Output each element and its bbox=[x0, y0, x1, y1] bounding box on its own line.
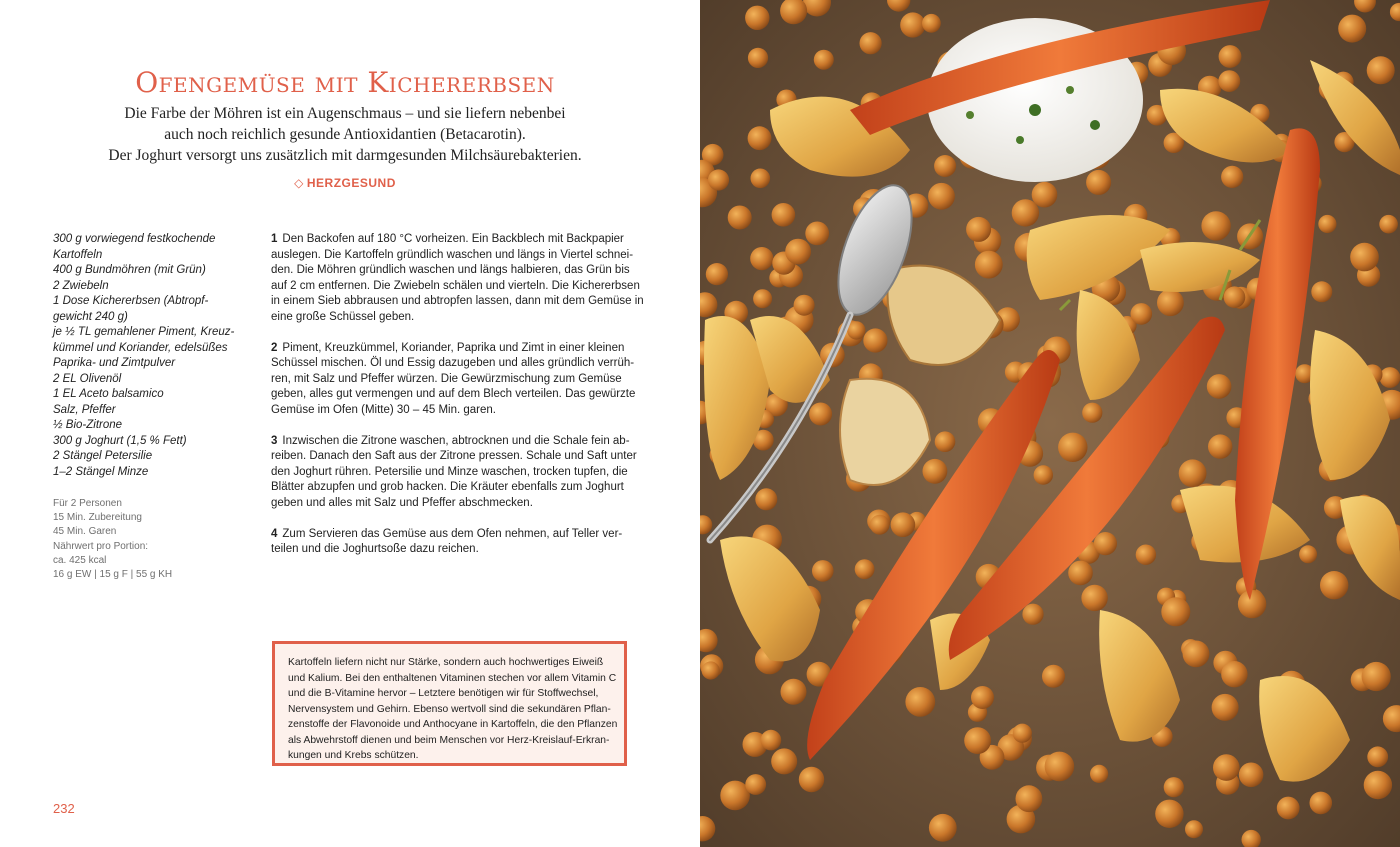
chickpea bbox=[785, 239, 811, 265]
chickpea bbox=[1201, 211, 1230, 240]
chickpea bbox=[966, 217, 991, 242]
chickpea bbox=[1238, 590, 1266, 618]
chickpea bbox=[1183, 641, 1210, 668]
step-line bbox=[271, 232, 639, 248]
chickpea bbox=[702, 661, 720, 679]
diamond-icon: ◇ bbox=[294, 176, 304, 190]
chickpea bbox=[1164, 777, 1184, 797]
chickpea bbox=[870, 515, 890, 535]
step-text: Piment, Kreuzkümmel, Koriander, Paprika und Zimt in einer kleinen bbox=[282, 341, 625, 354]
chickpea bbox=[794, 295, 815, 316]
chickpea bbox=[1362, 662, 1391, 691]
ingredient-line: 2 Zwiebeln bbox=[53, 279, 109, 292]
chickpea bbox=[1155, 800, 1183, 828]
chickpea bbox=[1185, 820, 1203, 838]
chickpea bbox=[750, 247, 773, 270]
ingredient-line: 400 g Bundmöhren (mit Grün) bbox=[53, 264, 206, 276]
step-line: geben, alles gut vermengen und auf dem Blech verteilen. Das gewürzte bbox=[271, 388, 636, 400]
roasted-vegetables-illustration bbox=[700, 0, 1400, 847]
info-line: als Abwehrstoff dienen und beim Menschen vor Herz-Kreislauf-Erkran- bbox=[288, 734, 610, 746]
chickpea bbox=[1058, 433, 1087, 462]
step-line: ren, mit Salz und Pfeffer würzen. Die Gewürzmischung zum Gemüse bbox=[271, 372, 622, 385]
chickpea bbox=[1350, 243, 1379, 272]
chickpea bbox=[781, 679, 807, 705]
chickpea bbox=[891, 512, 916, 537]
food-photo bbox=[700, 0, 1400, 847]
chickpea bbox=[751, 169, 771, 189]
chickpea bbox=[755, 488, 777, 510]
chickpea bbox=[1320, 571, 1348, 599]
step bbox=[271, 527, 639, 558]
step bbox=[271, 434, 639, 512]
macros: 16 g EW | 15 g F | 55 g KH bbox=[53, 569, 173, 581]
chickpea bbox=[1068, 561, 1093, 586]
info-line: und die B-Vitamine hervor – Letztere benötigen wir für Stoffwechsel, bbox=[288, 688, 599, 699]
chickpea bbox=[1207, 374, 1232, 399]
chickpea bbox=[1218, 70, 1240, 92]
chickpea bbox=[1221, 661, 1247, 687]
chickpea bbox=[975, 251, 1003, 279]
chickpea bbox=[799, 767, 824, 792]
chickpea bbox=[1221, 166, 1243, 188]
chickpea bbox=[745, 6, 769, 30]
ingredient-line: je ½ TL gemahlener Piment, Kreuz- bbox=[53, 326, 235, 338]
category-tag-label: HERZGESUND bbox=[306, 176, 396, 190]
chickpea bbox=[1219, 45, 1242, 68]
step-number: 3 bbox=[271, 434, 278, 447]
chickpea bbox=[855, 559, 875, 579]
ingredient-line: Salz, Pfeffer bbox=[53, 403, 116, 416]
chickpea bbox=[863, 328, 887, 352]
step-line: eine große Schüssel geben. bbox=[271, 310, 415, 323]
step-line: den. Die Möhren gründlich waschen und längs halbieren, das Grün bis bbox=[271, 264, 630, 276]
chickpea bbox=[1090, 765, 1108, 783]
info-line: Nervensystem und Gehirn. Ebenso wertvoll sind die sekundären Pflan- bbox=[288, 703, 611, 715]
step-number: 2 bbox=[271, 341, 278, 354]
ingredient-line: 1 Dose Kichererbsen (Abtropf- bbox=[53, 295, 209, 307]
chickpea bbox=[1338, 15, 1366, 43]
step-number: 1 bbox=[271, 233, 278, 245]
ingredient-line: 1–2 Stängel Minze bbox=[53, 465, 149, 478]
category-tag bbox=[0, 176, 690, 190]
step-line: den Joghurt rühren. Petersilie und Minze waschen, trocken tupfen, die bbox=[271, 465, 628, 478]
chickpea bbox=[928, 183, 955, 210]
page-number: 232 bbox=[53, 801, 75, 816]
ingredient-list bbox=[53, 232, 253, 480]
step-line: reiben. Danach den Saft aus der Zitrone pressen. Schale und Saft unter bbox=[271, 450, 637, 462]
chickpea bbox=[934, 155, 956, 177]
step-text: Inzwischen die Zitrone waschen, abtrocknen und die Schale fein ab- bbox=[282, 434, 630, 447]
step-line bbox=[271, 527, 639, 543]
intro-line: Der Joghurt versorgt uns zusätzlich mit darmgesunden Milchsäurebakterien. bbox=[108, 147, 582, 164]
chickpea bbox=[1179, 459, 1207, 487]
ingredient-line: 2 Stängel Petersilie bbox=[53, 450, 153, 462]
info-line: zenstoffe der Flavonoide und Anthocyane in Kartoffeln, die den Pflanzen bbox=[288, 719, 618, 730]
step-line: Schüssel mischen. Öl und Essig dazugeben und alles gründlich verrüh- bbox=[271, 357, 635, 369]
chickpea bbox=[706, 263, 728, 285]
chickpea bbox=[935, 431, 956, 452]
chickpea bbox=[1032, 182, 1058, 208]
ingredient-line: 300 g vorwiegend festkochende bbox=[53, 233, 216, 245]
chickpea bbox=[860, 32, 882, 54]
step-line: auf 2 cm entfernen. Die Zwiebeln schälen und vierteln. Die Kichererbsen bbox=[271, 279, 640, 292]
ingredient-line: kümmel und Koriander, edelsüßes bbox=[53, 341, 228, 354]
step-line: geben und alles mit Salz und Pfeffer abschmecken. bbox=[271, 496, 533, 509]
chickpea bbox=[1380, 367, 1400, 388]
chickpea bbox=[964, 727, 991, 754]
chickpea bbox=[1045, 752, 1075, 782]
chickpea bbox=[1208, 434, 1232, 458]
info-line: Kartoffeln liefern nicht nur Stärke, sondern auch hochwertiges Eiweiß bbox=[288, 657, 604, 668]
chickpea bbox=[1012, 199, 1039, 226]
chickpea bbox=[1022, 604, 1043, 625]
chickpea bbox=[1157, 289, 1184, 316]
chickpea bbox=[1081, 585, 1107, 611]
chickpea bbox=[728, 206, 752, 230]
chickpea bbox=[1213, 754, 1240, 781]
chickpea bbox=[753, 289, 772, 308]
chickpea bbox=[772, 203, 796, 227]
chickpea bbox=[1224, 286, 1246, 308]
ingredient-line: Paprika- und Zimtpulver bbox=[53, 357, 176, 369]
chickpea bbox=[1379, 215, 1398, 234]
step-line bbox=[271, 434, 639, 450]
chickpea bbox=[1318, 215, 1336, 233]
intro-line: auch noch reichlich gesunde Antioxidantien (Betacarotin). bbox=[164, 126, 526, 143]
servings: Für 2 Personen bbox=[53, 498, 122, 509]
chickpea bbox=[1212, 694, 1239, 721]
chickpea bbox=[1277, 797, 1300, 820]
chickpea bbox=[1042, 665, 1065, 688]
chickpea bbox=[748, 48, 768, 68]
step-line: auslegen. Die Kartoffeln gründlich waschen und längs in Viertel schnei- bbox=[271, 248, 634, 261]
chickpea bbox=[1013, 724, 1032, 743]
prep-time: 15 Min. Zubereitung bbox=[53, 512, 142, 524]
ingredient-line: 300 g Joghurt (1,5 % Fett) bbox=[53, 434, 187, 447]
info-line: kungen und Krebs schützen. bbox=[288, 750, 419, 761]
chickpea bbox=[900, 12, 925, 37]
chickpea bbox=[812, 560, 834, 582]
step-number: 4 bbox=[271, 527, 278, 540]
calories: ca. 425 kcal bbox=[53, 554, 107, 566]
chickpea bbox=[1364, 771, 1392, 799]
chickpea bbox=[1367, 56, 1395, 84]
chickpea bbox=[1086, 170, 1111, 195]
chickpea bbox=[922, 14, 941, 33]
chickpea bbox=[1311, 281, 1332, 302]
ingredient-line: Kartoffeln bbox=[53, 248, 103, 261]
chickpea bbox=[805, 222, 829, 246]
chickpea bbox=[1310, 792, 1333, 815]
chickpea bbox=[771, 748, 797, 774]
chickpea bbox=[748, 126, 772, 150]
instructions bbox=[271, 232, 644, 573]
recipe-meta bbox=[53, 497, 253, 582]
step bbox=[271, 232, 644, 325]
ingredient-line: 2 EL Olivenöl bbox=[53, 372, 122, 385]
step-line: Blätter abzupfen und grob hacken. Die Kräuter ebenfalls zum Joghurt bbox=[271, 481, 624, 493]
chickpea bbox=[814, 50, 834, 70]
info-line: und Kalium. Bei den enthaltenen Vitaminen stechen vor allem Vitamin C bbox=[288, 672, 617, 684]
chickpea bbox=[929, 814, 957, 842]
chickpea bbox=[1082, 403, 1102, 423]
step-line: in einem Sieb abbrausen und abtropfen lassen, dann mit dem Gemüse in bbox=[271, 295, 644, 307]
nutrition-label: Nährwert pro Portion: bbox=[53, 540, 149, 552]
chickpea bbox=[1016, 785, 1043, 812]
chickpea bbox=[1094, 532, 1117, 555]
chickpea bbox=[905, 687, 935, 717]
recipe-title: Ofengemüse mit Kichererbsen bbox=[135, 66, 555, 99]
intro-line: Die Farbe der Möhren ist ein Augenschmaus – und sie liefern nebenbei bbox=[124, 105, 566, 122]
chickpea bbox=[971, 686, 994, 709]
chickpea bbox=[1034, 465, 1053, 484]
chickpea bbox=[1161, 597, 1190, 626]
chickpea bbox=[923, 459, 948, 484]
chickpea bbox=[1239, 763, 1264, 788]
step-text: Zum Servieren das Gemüse aus dem Ofen nehmen, auf Teller ver- bbox=[282, 527, 623, 540]
ingredient-line: gewicht 240 g) bbox=[53, 310, 128, 323]
chickpea bbox=[1131, 303, 1153, 325]
chickpea bbox=[761, 730, 782, 751]
cook-time: 45 Min. Garen bbox=[53, 526, 117, 538]
chickpea bbox=[745, 774, 766, 795]
chickpea bbox=[1367, 746, 1388, 767]
step-line: teilen und die Joghurtsoße dazu reichen. bbox=[271, 543, 479, 555]
step-line: Gemüse im Ofen (Mitte) 30 – 45 Min. garen. bbox=[271, 403, 496, 416]
chickpea bbox=[1136, 545, 1156, 565]
step bbox=[271, 341, 639, 419]
chickpea bbox=[708, 169, 729, 190]
recipe-intro bbox=[80, 103, 610, 166]
chickpea bbox=[809, 403, 832, 426]
info-box bbox=[272, 641, 627, 766]
chickpea bbox=[1299, 545, 1317, 563]
step-line bbox=[271, 341, 639, 357]
ingredient-line: ½ Bio-Zitrone bbox=[53, 419, 123, 431]
step-text: Den Backofen auf 180 °C vorheizen. Ein Backblech mit Backpapier bbox=[282, 233, 624, 245]
ingredient-line: 1 EL Aceto balsamico bbox=[53, 388, 164, 400]
